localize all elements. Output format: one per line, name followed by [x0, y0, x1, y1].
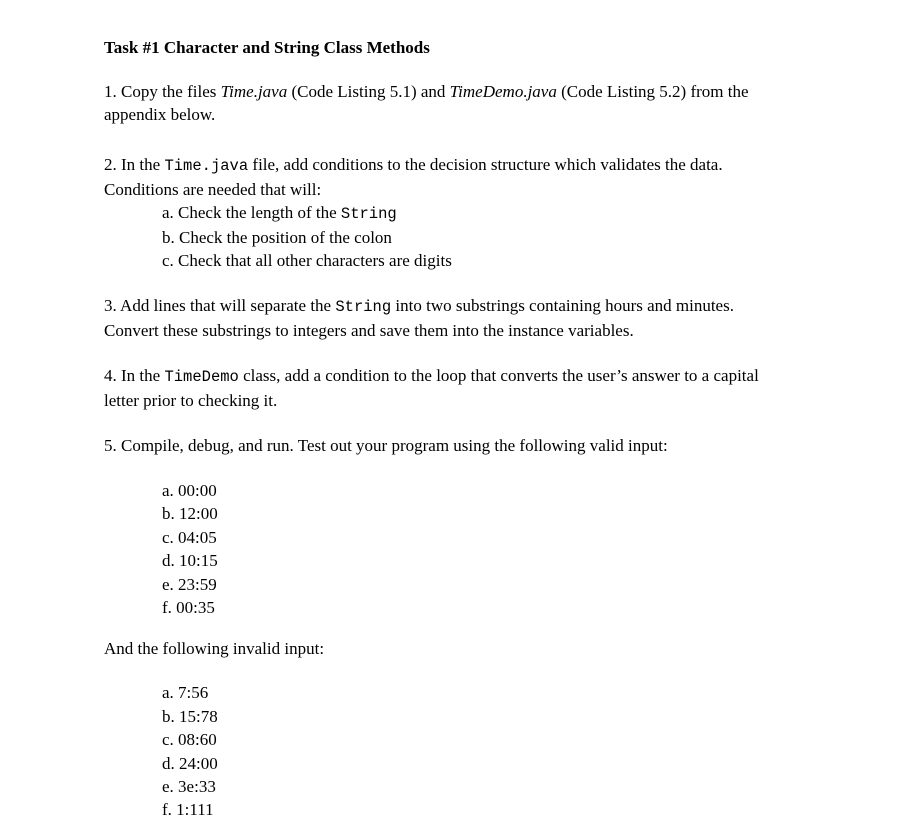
list-item: c. 08:60 [162, 730, 217, 750]
step-2-prefix: 2. In the [104, 155, 165, 174]
step-4-prefix: 4. In the [104, 366, 165, 385]
step-3 [104, 294, 884, 319]
step-3-code: String [335, 298, 392, 316]
list-item: a. 7:56 [162, 683, 209, 703]
invalid-input-heading: And the following invalid input: [104, 639, 325, 659]
step-2-item-b: b. Check the position of the colon [162, 228, 392, 247]
list-item: e. 23:59 [162, 574, 217, 594]
step-2 [104, 153, 884, 178]
step-2-item-c: c. Check that all other characters are digits [162, 251, 452, 270]
task-title: Task #1 Character and String Class Methods [104, 38, 430, 57]
step-3-line2: Convert these substrings to integers and save them into the instance variables. [104, 321, 634, 340]
step-5: 5. Compile, debug, and run. Test out your program using the following valid input: [104, 436, 668, 455]
step-1-line2: appendix below. [104, 105, 216, 124]
step-1-mid1: (Code Listing 5.1) and [287, 82, 450, 101]
list-item: f. 1:111 [162, 800, 214, 820]
list-item: b. 15:78 [162, 706, 218, 726]
step-4-code: TimeDemo [164, 368, 239, 386]
list-item: d. 24:00 [162, 753, 218, 773]
step-1-prefix: 1. Copy the files [104, 82, 221, 101]
step-2-a-code: String [340, 205, 397, 223]
step-1-file-timedemo: TimeDemo.java [449, 82, 557, 101]
step-2-a-prefix: a. Check the length of the [162, 203, 341, 222]
valid-input-list [104, 479, 884, 619]
invalid-input-list [104, 681, 884, 821]
list-item: b. 12:00 [162, 504, 218, 524]
step-3-prefix: 3. Add lines that will separate the [104, 296, 336, 315]
list-item: d. 10:15 [162, 551, 218, 571]
task-document [104, 36, 884, 822]
step-1 [104, 80, 884, 103]
list-item: e. 3e:33 [162, 777, 216, 797]
list-item: c. 04:05 [162, 527, 217, 547]
step-2-item-a [104, 201, 884, 226]
list-item: f. 00:35 [162, 598, 215, 618]
step-2-line2: Conditions are needed that will: [104, 180, 322, 199]
step-2-code: Time.java [164, 157, 249, 175]
step-2-suffix: file, add conditions to the decision structure which validates the data. [248, 155, 723, 174]
step-3-suffix: into two substrings containing hours and minutes. [391, 296, 734, 315]
step-4-line2: letter prior to checking it. [104, 391, 278, 410]
step-1-mid2: (Code Listing 5.2) from the [556, 82, 749, 101]
step-4-suffix: class, add a condition to the loop that converts the user’s answer to a capital [238, 366, 759, 385]
list-item: a. 00:00 [162, 481, 217, 500]
step-4 [104, 364, 884, 389]
step-1-file-time: Time.java [220, 82, 288, 101]
